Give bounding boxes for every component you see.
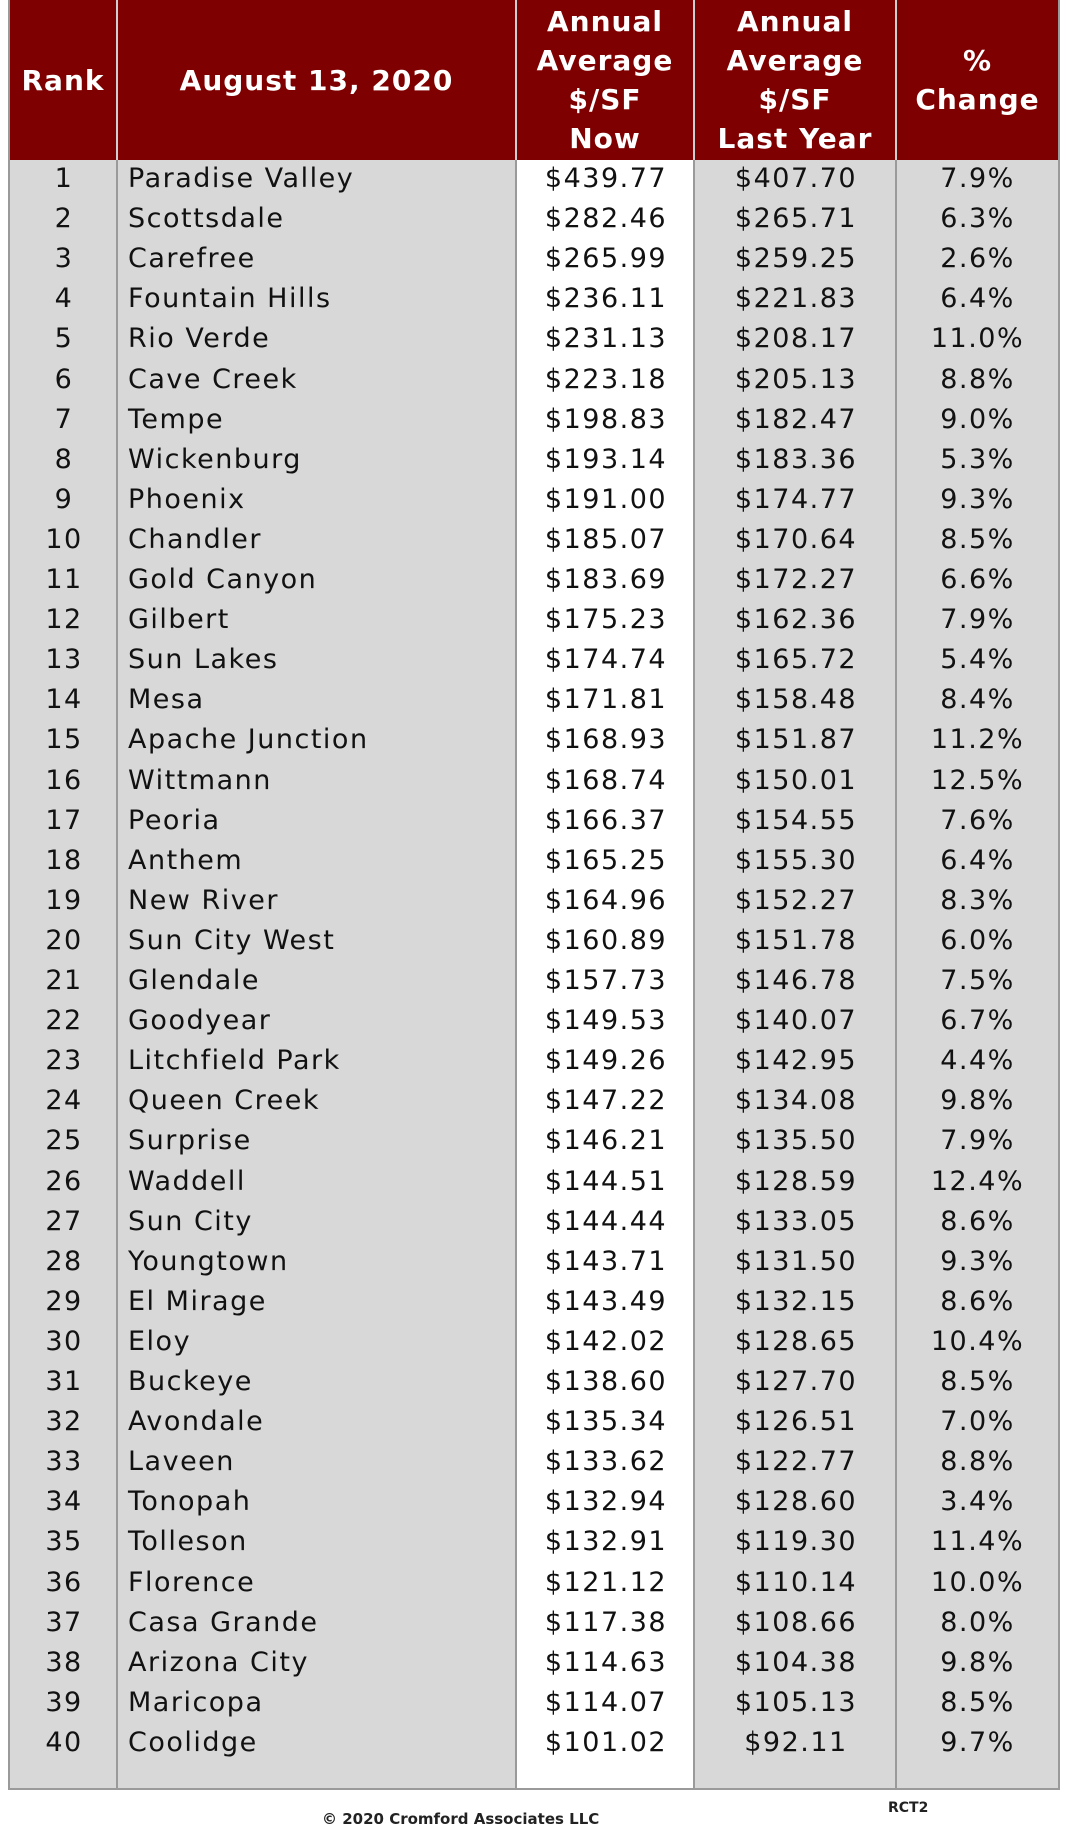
cell-last-year: $265.71 [734,203,858,234]
cell-area: Tempe [128,404,225,435]
cell-rank: 23 [45,1045,83,1076]
cell-area: Anthem [128,845,244,876]
cell-area: Youngtown [128,1246,289,1277]
cell-now: $165.25 [544,845,668,876]
cell-now: $191.00 [544,484,668,515]
cell-last-year: $165.72 [734,644,858,675]
cell-area: Maricopa [128,1687,264,1718]
cell-area: Apache Junction [128,724,369,755]
cell-area: Glendale [128,965,260,996]
cell-now: $132.91 [544,1526,668,1557]
cell-area: Tolleson [128,1526,248,1557]
cell-change: 8.0% [940,1607,1015,1638]
cell-area: Phoenix [128,484,246,515]
chart-code: RCT2 [888,1800,929,1816]
cell-now: $135.34 [544,1406,668,1437]
header-last-line-2: Average [726,44,864,77]
cell-now: $101.02 [544,1727,668,1758]
header-last-line-4: Last Year [717,122,873,155]
cell-last-year: $126.51 [734,1406,858,1437]
cell-now: $236.11 [544,283,668,314]
cell-rank: 19 [45,885,83,916]
cell-now: $133.62 [544,1446,668,1477]
cell-last-year: $170.64 [734,524,858,555]
cell-change: 7.9% [940,1125,1015,1156]
cell-now: $166.37 [544,805,668,836]
cell-change: 8.5% [940,1366,1015,1397]
cell-rank: 4 [54,283,74,314]
cell-change: 5.4% [940,644,1015,675]
cell-change: 9.3% [940,1246,1015,1277]
header-change [897,0,1058,160]
cell-change: 7.9% [940,604,1015,635]
header-now-line-4: Now [569,122,641,155]
cell-change: 10.0% [930,1567,1025,1598]
cell-last-year: $221.83 [734,283,858,314]
cell-now: $171.81 [544,684,668,715]
header-rank-label: Rank [21,63,105,97]
header-rank [10,0,118,160]
cell-rank: 12 [45,604,83,635]
cell-change: 2.6% [940,243,1015,274]
cell-now: $114.07 [544,1687,668,1718]
cell-area: Wittmann [128,765,272,796]
cell-change: 6.4% [940,283,1015,314]
cell-area: Chandler [128,524,262,555]
cell-now: $439.77 [544,163,668,194]
cell-last-year: $146.78 [734,965,858,996]
cell-rank: 13 [45,644,83,675]
header-last-year [695,0,897,160]
cell-rank: 10 [45,524,83,555]
cell-change: 6.6% [940,564,1015,595]
cell-last-year: $104.38 [734,1647,858,1678]
cell-last-year: $133.05 [734,1206,858,1237]
cell-now: $164.96 [544,885,668,916]
cell-last-year: $128.59 [734,1166,858,1197]
cell-now: $168.93 [544,724,668,755]
cell-rank: 6 [54,364,74,395]
cell-change: 7.0% [940,1406,1015,1437]
cell-change: 9.3% [940,484,1015,515]
cell-last-year: $122.77 [734,1446,858,1477]
cell-area: Cave Creek [128,364,298,395]
cell-last-year: $135.50 [734,1125,858,1156]
cell-rank: 18 [45,845,83,876]
cell-rank: 20 [45,925,83,956]
cell-now: $114.63 [544,1647,668,1678]
cell-last-year: $132.15 [734,1286,858,1317]
cell-area: Rio Verde [128,323,271,354]
cell-area: Gilbert [128,604,230,635]
cell-change: 8.6% [940,1286,1015,1317]
cell-change: 11.2% [930,724,1025,755]
header-last-line-1: Annual [737,5,853,38]
header-date [118,0,517,160]
cell-change: 8.8% [940,1446,1015,1477]
cell-rank: 36 [45,1567,83,1598]
cell-change: 6.0% [940,925,1015,956]
cell-last-year: $151.78 [734,925,858,956]
cell-now: $146.21 [544,1125,668,1156]
header-last-line-3: $/SF [758,83,832,116]
cell-now: $198.83 [544,404,668,435]
cell-change: 10.4% [930,1326,1025,1357]
cell-now: $117.38 [544,1607,668,1638]
cell-last-year: $140.07 [734,1005,858,1036]
cell-last-year: $134.08 [734,1085,858,1116]
cell-last-year: $259.25 [734,243,858,274]
cell-last-year: $142.95 [734,1045,858,1076]
cell-change: 11.0% [930,323,1025,354]
cell-area: El Mirage [128,1286,267,1317]
cell-change: 11.4% [930,1526,1025,1557]
cell-last-year: $162.36 [734,604,858,635]
cell-rank: 28 [45,1246,83,1277]
price-per-sf-table [8,0,1060,1790]
cell-change: 8.8% [940,364,1015,395]
cell-now: $142.02 [544,1326,668,1357]
cell-area: Sun Lakes [128,644,279,675]
cell-rank: 15 [45,724,83,755]
cell-rank: 39 [45,1687,83,1718]
cell-rank: 11 [45,564,83,595]
cell-change: 9.8% [940,1647,1015,1678]
cell-rank: 37 [45,1607,83,1638]
cell-rank: 34 [45,1486,83,1517]
cell-area: Queen Creek [128,1085,320,1116]
cell-rank: 24 [45,1085,83,1116]
cell-now: $149.53 [544,1005,668,1036]
cell-last-year: $127.70 [734,1366,858,1397]
cell-now: $132.94 [544,1486,668,1517]
cell-last-year: $108.66 [734,1607,858,1638]
cell-area: Tonopah [128,1486,252,1517]
cell-now: $185.07 [544,524,668,555]
cell-area: Scottsdale [128,203,285,234]
cell-rank: 31 [45,1366,83,1397]
cell-change: 8.5% [940,524,1015,555]
cell-area: Carefree [128,243,256,274]
header-now-line-3: $/SF [568,83,642,116]
cell-last-year: $110.14 [734,1567,858,1598]
cell-now: $231.13 [544,323,668,354]
cell-rank: 8 [54,444,74,475]
cell-now: $282.46 [544,203,668,234]
cell-area: Avondale [128,1406,265,1437]
cell-now: $183.69 [544,564,668,595]
cell-area: Coolidge [128,1727,258,1758]
cell-now: $144.51 [544,1166,668,1197]
header-change-line-2: Change [915,83,1040,116]
cell-change: 7.9% [940,163,1015,194]
header-change-line-1: % [962,44,993,77]
cell-area: Surprise [128,1125,252,1156]
cell-area: Gold Canyon [128,564,318,595]
cell-last-year: $172.27 [734,564,858,595]
cell-last-year: $150.01 [734,765,858,796]
cell-rank: 25 [45,1125,83,1156]
cell-last-year: $174.77 [734,484,858,515]
cell-change: 6.3% [940,203,1015,234]
cell-rank: 2 [54,203,74,234]
cell-rank: 29 [45,1286,83,1317]
cell-area: Waddell [128,1166,246,1197]
cell-rank: 32 [45,1406,83,1437]
cell-change: 4.4% [940,1045,1015,1076]
cell-now: $138.60 [544,1366,668,1397]
cell-rank: 1 [54,163,74,194]
cell-change: 12.5% [930,765,1025,796]
cell-last-year: $155.30 [734,845,858,876]
cell-last-year: $154.55 [734,805,858,836]
cell-change: 3.4% [940,1486,1015,1517]
header-now-line-1: Annual [547,5,663,38]
cell-change: 6.4% [940,845,1015,876]
cell-change: 7.6% [940,805,1015,836]
cell-change: 8.4% [940,684,1015,715]
cell-rank: 27 [45,1206,83,1237]
cell-now: $223.18 [544,364,668,395]
cell-last-year: $105.13 [734,1687,858,1718]
cell-change: 12.4% [930,1166,1025,1197]
header-now [517,0,695,160]
cell-area: Laveen [128,1446,235,1477]
cell-now: $143.71 [544,1246,668,1277]
cell-change: 5.3% [940,444,1015,475]
cell-now: $160.89 [544,925,668,956]
cell-area: Sun City [128,1206,253,1237]
cell-now: $168.74 [544,765,668,796]
cell-rank: 16 [45,765,83,796]
cell-last-year: $407.70 [734,163,858,194]
cell-change: 9.0% [940,404,1015,435]
cell-rank: 30 [45,1326,83,1357]
cell-now: $149.26 [544,1045,668,1076]
cell-change: 9.7% [940,1727,1015,1758]
cell-rank: 38 [45,1647,83,1678]
cell-last-year: $182.47 [734,404,858,435]
cell-now: $144.44 [544,1206,668,1237]
cell-last-year: $158.48 [734,684,858,715]
cell-now: $157.73 [544,965,668,996]
header-now-line-2: Average [536,44,674,77]
cell-rank: 17 [45,805,83,836]
header-date-label: August 13, 2020 [179,63,454,97]
cell-last-year: $119.30 [734,1526,858,1557]
cell-area: Peoria [128,805,221,836]
cell-area: Goodyear [128,1005,272,1036]
cell-area: Litchfield Park [128,1045,341,1076]
cell-change: 7.5% [940,965,1015,996]
cell-last-year: $151.87 [734,724,858,755]
cell-now: $193.14 [544,444,668,475]
cell-now: $265.99 [544,243,668,274]
cell-area: Wickenburg [128,444,302,475]
cell-now: $175.23 [544,604,668,635]
cell-rank: 14 [45,684,83,715]
cell-rank: 21 [45,965,83,996]
cell-last-year: $205.13 [734,364,858,395]
cell-last-year: $183.36 [734,444,858,475]
cell-area: Mesa [128,684,205,715]
cell-area: Paradise Valley [128,163,355,194]
cell-last-year: $92.11 [744,1727,848,1758]
cell-change: 6.7% [940,1005,1015,1036]
cell-area: Florence [128,1567,256,1598]
cell-change: 8.5% [940,1687,1015,1718]
cell-rank: 5 [54,323,74,354]
cell-last-year: $208.17 [734,323,858,354]
cell-change: 9.8% [940,1085,1015,1116]
cell-rank: 3 [54,243,74,274]
cell-last-year: $131.50 [734,1246,858,1277]
cell-area: Eloy [128,1326,192,1357]
cell-area: Arizona City [128,1647,309,1678]
cell-rank: 35 [45,1526,83,1557]
cell-now: $121.12 [544,1567,668,1598]
cell-area: Fountain Hills [128,283,332,314]
cell-now: $143.49 [544,1286,668,1317]
cell-last-year: $128.60 [734,1486,858,1517]
cell-rank: 7 [54,404,74,435]
cell-area: Casa Grande [128,1607,319,1638]
cell-area: New River [128,885,279,916]
cell-rank: 40 [45,1727,83,1758]
cell-now: $174.74 [544,644,668,675]
cell-rank: 26 [45,1166,83,1197]
cell-change: 8.6% [940,1206,1015,1237]
cell-area: Buckeye [128,1366,253,1397]
cell-area: Sun City West [128,925,336,956]
cell-last-year: $128.65 [734,1326,858,1357]
cell-rank: 33 [45,1446,83,1477]
cell-now: $147.22 [544,1085,668,1116]
cell-last-year: $152.27 [734,885,858,916]
cell-rank: 22 [45,1005,83,1036]
copyright-note: © 2020 Cromford Associates LLC [322,1810,600,1828]
cell-change: 8.3% [940,885,1015,916]
cell-rank: 9 [54,484,74,515]
